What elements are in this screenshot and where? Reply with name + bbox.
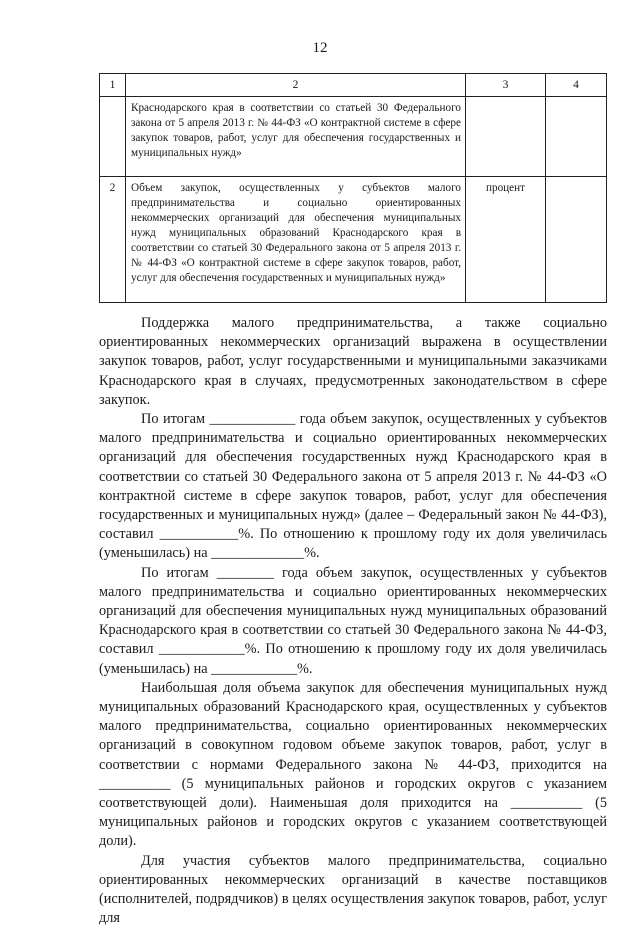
- table-row: [100, 177, 607, 303]
- unit-cell: процент: [466, 177, 546, 303]
- row-number: 2: [100, 177, 126, 303]
- paragraph: По итогам ________ года объем закупок, осуществленных у субъектов малого предпринимательства и социально ориентированных некоммерческих организаций для обеспечения муниципальных нужд муниципальных образований Краснодарского края в соответствии со статьей 30 Федерального закона № 44-ФЗ, составил ____________%. По отношению к прошлому году их доля увеличилась (уменьшилась) на ____________%.: [99, 564, 607, 677]
- paragraph: По итогам ____________ года объем закупок, осуществленных у субъектов малого предпринимательства и социально ориентированных некоммерческих организаций для обеспечения государственных нужд Краснодарского края в соответствии со статьей 30 Федерального закона от 5 апреля 2013 г. № 44-ФЗ «О контрактной системе в сфере закупок товаров, работ, услуг для обеспечения государственных и муниципальных нужд» (далее – Федеральный закон № 44-ФЗ), составил ___________%. По отношению к прошлому году их доля увеличилась (уменьшилась) на _____________%.: [99, 411, 607, 562]
- indicator-table: [99, 73, 607, 303]
- paragraph: Поддержка малого предпринимательства, а также социально ориентированных некоммерческих организаций выражена в осуществлении закупок товаров, работ, услуг государственными и муниципальными заказчиками Краснодарского края в случаях, предусмотренных законодательством в сфере закупок.: [99, 315, 607, 408]
- table-header-row: [100, 74, 607, 97]
- indicator-name: Объем закупок, осуществленных у субъектов малого предпринимательства и социально ориентированных некоммерческих организаций для обеспечения муниципальных нужд муниципальных образований Краснодарского края в соответствии со статьей 30 Федерального закона от 5 апреля 2013 г. № 44-ФЗ «О контрактной системе в сфере закупок товаров, работ, услуг для обеспечения государственных и муниципальных нужд»: [126, 177, 466, 303]
- value-cell: [546, 97, 607, 177]
- value-cell: [546, 177, 607, 303]
- column-header: 3: [466, 74, 546, 97]
- indicator-name: Краснодарского края в соответствии со статьей 30 Федерального закона от 5 апреля 2013 г. № 44-ФЗ «О контрактной системе в сфере закупок товаров, работ, услуг для обеспечения государственных и муниципальных нужд»: [126, 97, 466, 177]
- document-body: [99, 314, 607, 929]
- paragraph: Наибольшая доля объема закупок для обеспечения муниципальных нужд муниципальных образований Краснодарского края, осуществленных у субъектов малого предпринимательства, социально ориентированных некоммерческих организаций в совокупном годовом объеме закупок товаров, работ, услуг в соответствии с нормами Федерального закона № 44-ФЗ, приходится на __________ (5 муниципальных районов и городских округов с указанием соответствующей доли). Наименьшая доля приходится на __________ (5 муниципальных районов и городских округов с указанием соответствующей доли).: [99, 679, 607, 850]
- table-row: [100, 97, 607, 177]
- column-header: 4: [546, 74, 607, 97]
- row-number: [100, 97, 126, 177]
- column-header: 2: [126, 74, 466, 97]
- page-number: 12: [312, 40, 328, 56]
- column-header: 1: [100, 74, 126, 97]
- paragraph: Для участия субъектов малого предпринимательства, социально ориентированных некоммерческих организаций в качестве поставщиков (исполнителей, подрядчиков) в целях осуществления закупок товаров, работ, услуг для: [99, 852, 607, 927]
- unit-cell: [466, 97, 546, 177]
